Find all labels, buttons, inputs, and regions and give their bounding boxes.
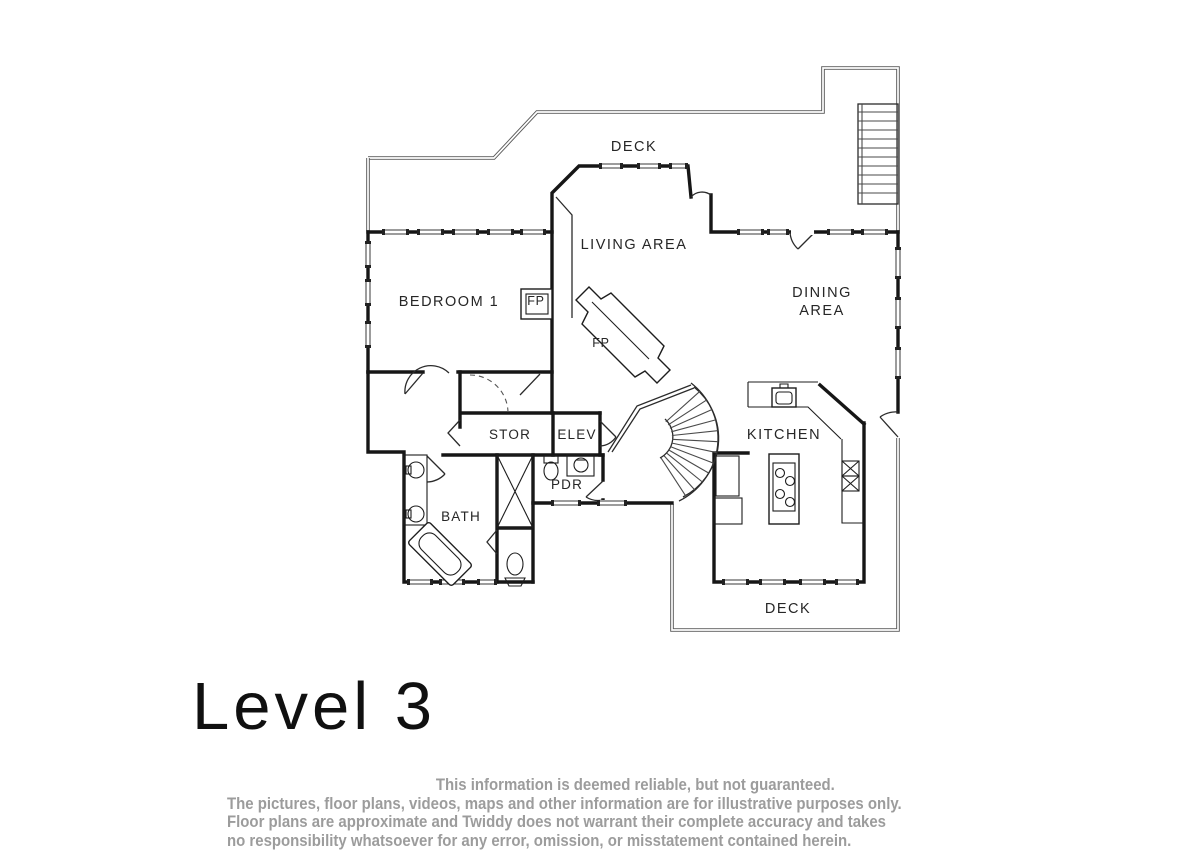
fridge-icon: [714, 456, 742, 524]
bath-vanity: [404, 455, 427, 525]
disclaimer-line-2: The pictures, floor plans, videos, maps and other information are for illustrative purposes only.: [227, 793, 902, 813]
label-elev: ELEV: [557, 427, 597, 442]
disclaimer-text: [227, 776, 1044, 850]
label-bath: BATH: [441, 509, 481, 524]
oven-icon: [842, 461, 859, 491]
label-deck-top: DECK: [610, 139, 658, 155]
kitchen-sink-icon: [772, 384, 796, 407]
kitchen-island: [769, 454, 799, 524]
bathtub-icon: [407, 521, 472, 586]
disclaimer-line-4: no responsibility whatsoever for any error, omission, or misstatement contained herein.: [227, 830, 852, 850]
label-pdr: PDR: [550, 477, 584, 492]
label-kitchen: KITCHEN: [746, 427, 822, 443]
label-dining-line2: AREA: [799, 303, 845, 319]
closet-x-icon: [497, 455, 533, 528]
label-bedroom-1: BEDROOM 1: [398, 294, 500, 310]
fireplace-2-icon: [576, 287, 670, 383]
label-fp-2: FP: [592, 336, 610, 350]
label-living-area: LIVING AREA: [580, 237, 688, 253]
sink-icon: [408, 506, 424, 522]
exterior-stairs-icon: [858, 104, 898, 204]
sink-icon: [408, 462, 424, 478]
kitchen-counter: [748, 382, 864, 523]
page-title: Level 3: [192, 669, 437, 744]
chimney-wall-line: [556, 197, 572, 318]
label-stor: STOR: [488, 427, 532, 442]
spiral-stairs-icon: [608, 383, 719, 501]
label-dining-line1: DINING: [792, 285, 852, 301]
label-deck-bottom: DECK: [764, 601, 812, 617]
disclaimer-line-1: This information is deemed reliable, but not guaranteed.: [435, 775, 835, 794]
disclaimer-line-3: Floor plans are approximate and Twiddy does not warrant their complete accuracy and takes: [227, 812, 886, 831]
label-fp-1: FP: [527, 294, 545, 308]
